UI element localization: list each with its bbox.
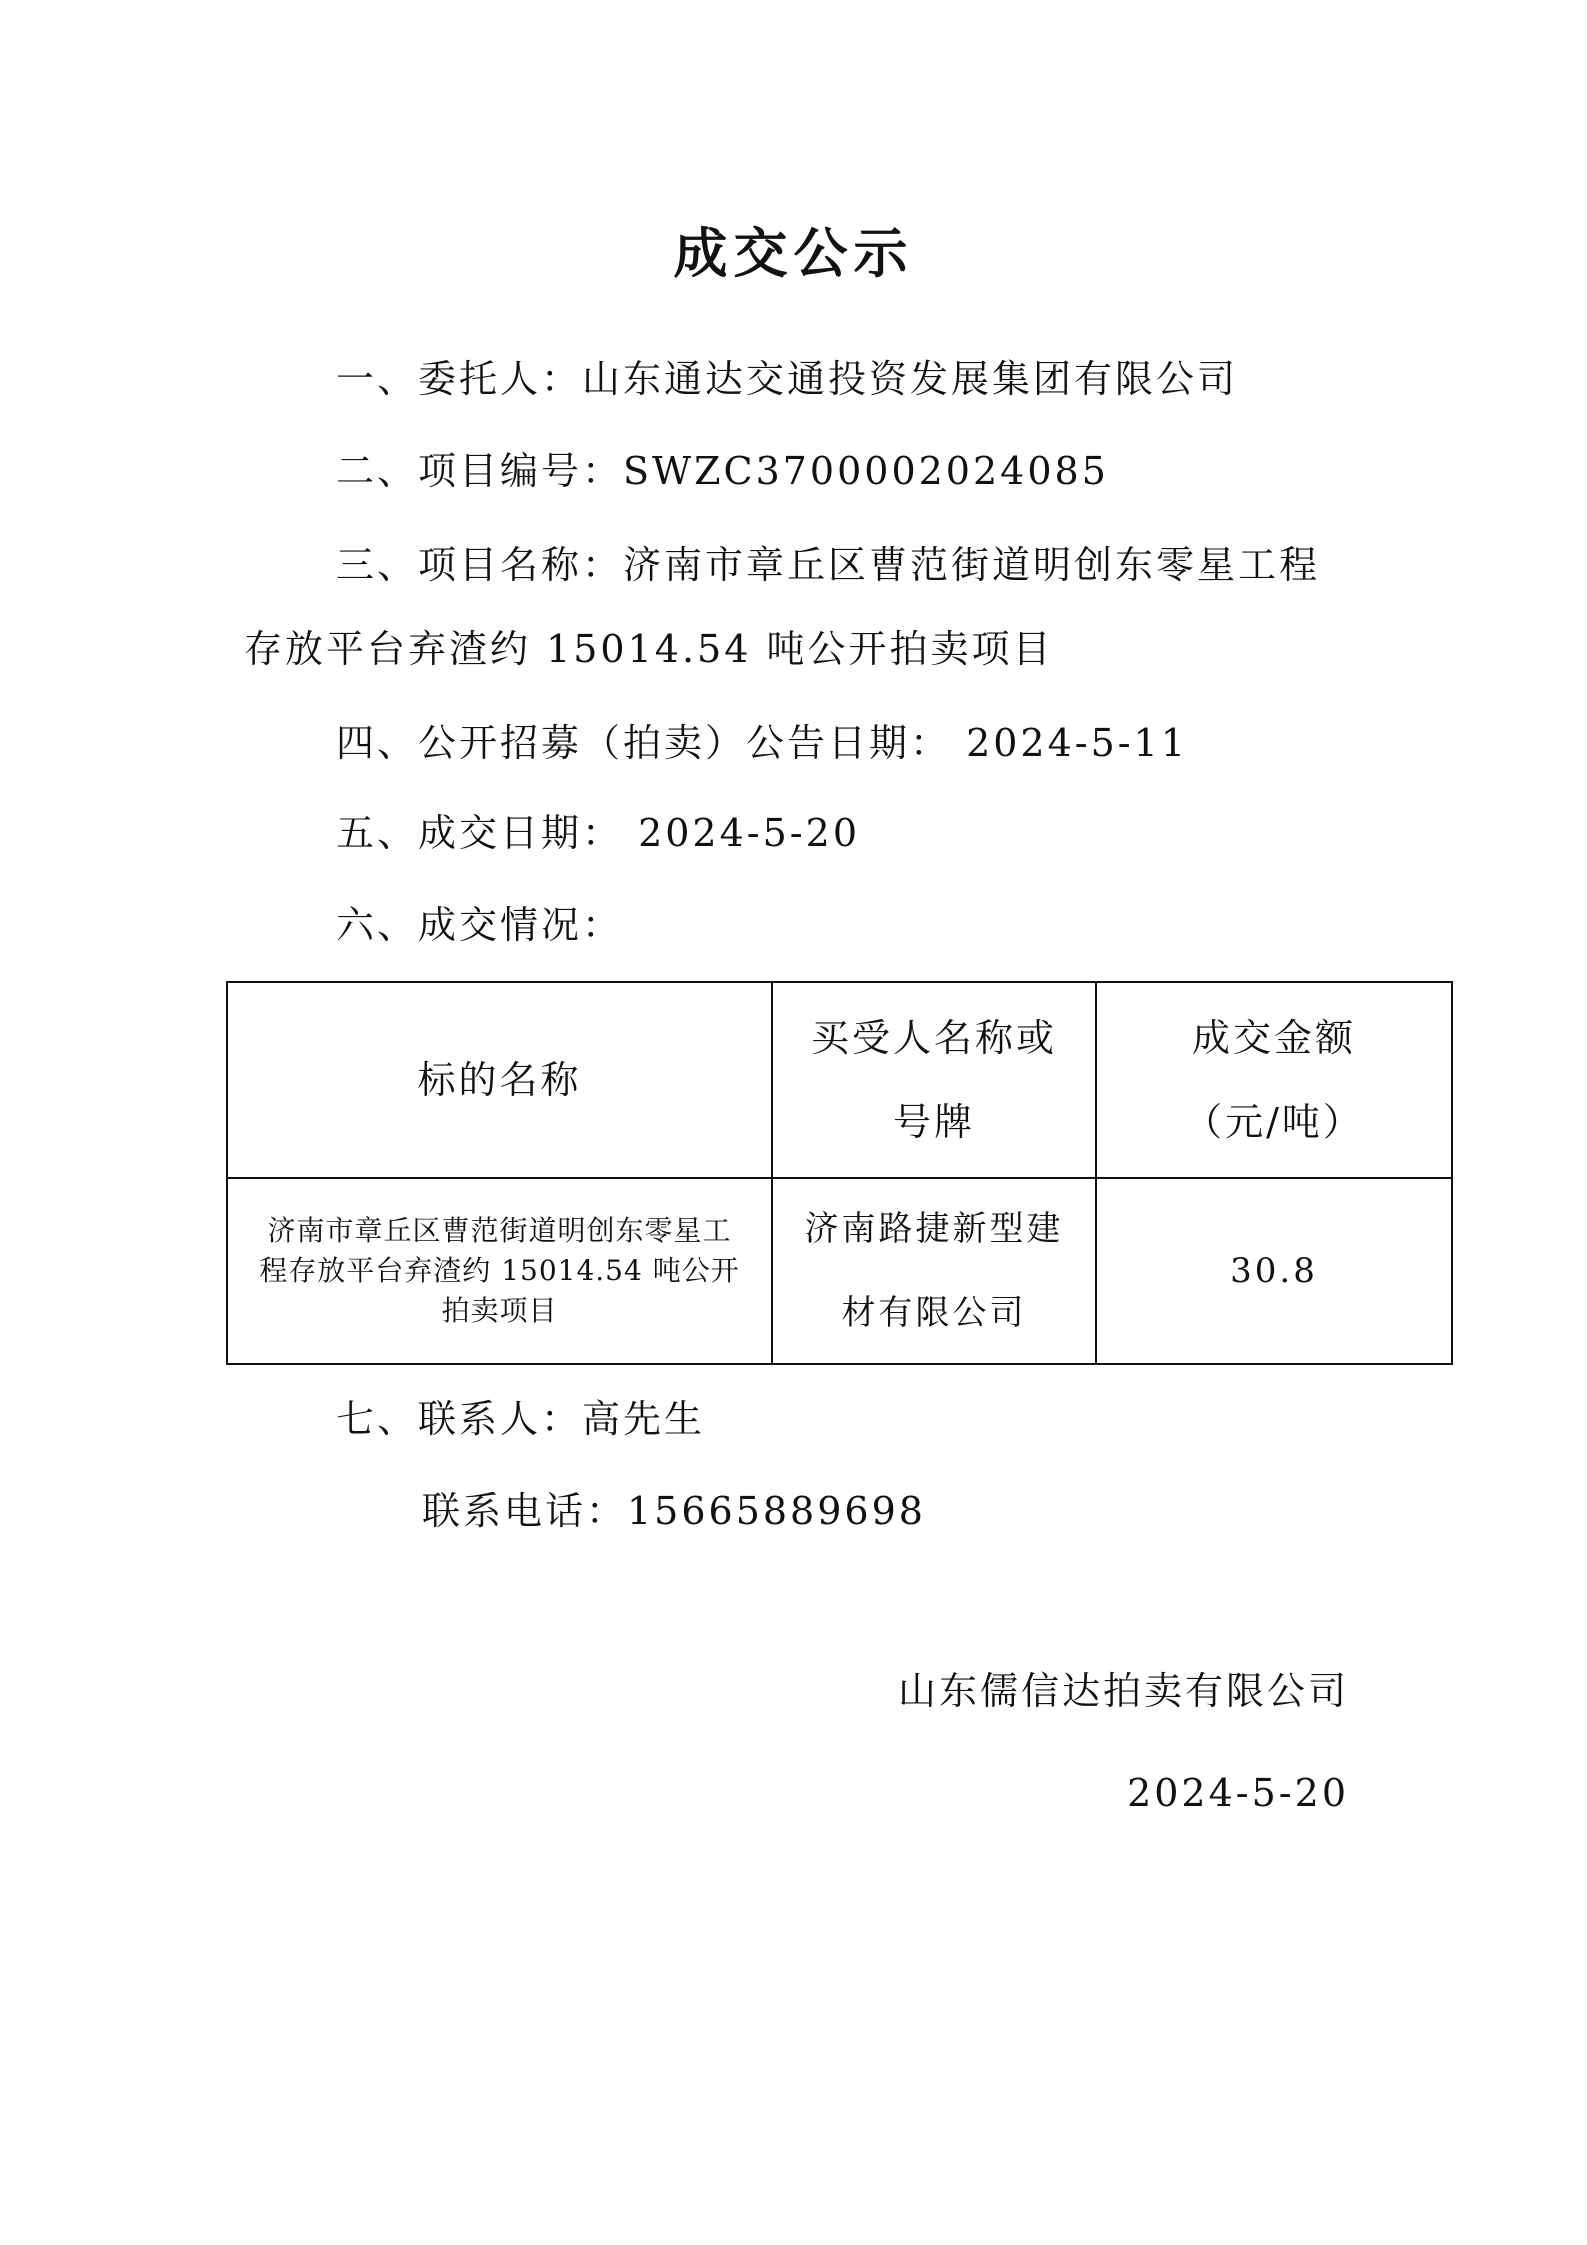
header-amount-line-1: 成交金额 bbox=[1191, 1016, 1356, 1060]
signature-organization: 山东儒信达拍卖有限公司 bbox=[897, 1669, 1349, 1713]
table-row bbox=[227, 1178, 1452, 1364]
header-subject: 标的名称 bbox=[417, 1058, 582, 1102]
project-number-line: 二、项目编号：SWZC3700002024085 bbox=[336, 449, 1109, 493]
row-subject-line-2: 程存放平台弃渣约 15014.54 吨公开 bbox=[259, 1254, 740, 1287]
row-subject-line-1: 济南市章丘区曹范街道明创东零星工 bbox=[267, 1214, 732, 1247]
table-header-row bbox=[227, 982, 1452, 1178]
header-amount-line-2: （元/吨） bbox=[1184, 1100, 1364, 1144]
document-title: 成交公示 bbox=[673, 221, 914, 285]
row-amount-cell bbox=[1096, 1178, 1452, 1364]
header-buyer-line-1: 买受人名称或 bbox=[810, 1016, 1057, 1060]
deal-status-heading: 六、成交情况： bbox=[336, 903, 624, 947]
deal-date-line: 五、成交日期： 2024-5-20 bbox=[336, 811, 860, 855]
header-buyer-line-2: 号牌 bbox=[892, 1100, 975, 1144]
row-buyer-line-1: 济南路捷新型建 bbox=[804, 1209, 1064, 1249]
header-amount-cell bbox=[1096, 982, 1452, 1178]
header-subject-cell bbox=[227, 982, 772, 1178]
row-subject-line-3: 拍卖项目 bbox=[441, 1294, 558, 1327]
row-amount: 30.8 bbox=[1230, 1251, 1318, 1291]
project-name-line-2: 存放平台弃渣约 15014.54 吨公开拍卖项目 bbox=[244, 627, 1054, 671]
row-buyer-cell bbox=[772, 1178, 1096, 1364]
announcement-date-line: 四、公开招募（拍卖）公告日期： 2024-5-11 bbox=[336, 721, 1188, 765]
contact-person-line: 七、联系人：高先生 bbox=[336, 1397, 706, 1441]
deal-table bbox=[226, 981, 1453, 1365]
row-subject-cell bbox=[227, 1178, 772, 1364]
row-buyer-line-2: 材有限公司 bbox=[841, 1293, 1027, 1333]
client-line: 一、委托人：山东通达交通投资发展集团有限公司 bbox=[336, 357, 1239, 401]
header-buyer-cell bbox=[772, 982, 1096, 1178]
project-name-line-1: 三、项目名称：济南市章丘区曹范街道明创东零星工程 bbox=[336, 543, 1321, 587]
contact-phone-line: 联系电话：15665889698 bbox=[422, 1489, 926, 1533]
signature-date: 2024-5-20 bbox=[1127, 1771, 1349, 1815]
